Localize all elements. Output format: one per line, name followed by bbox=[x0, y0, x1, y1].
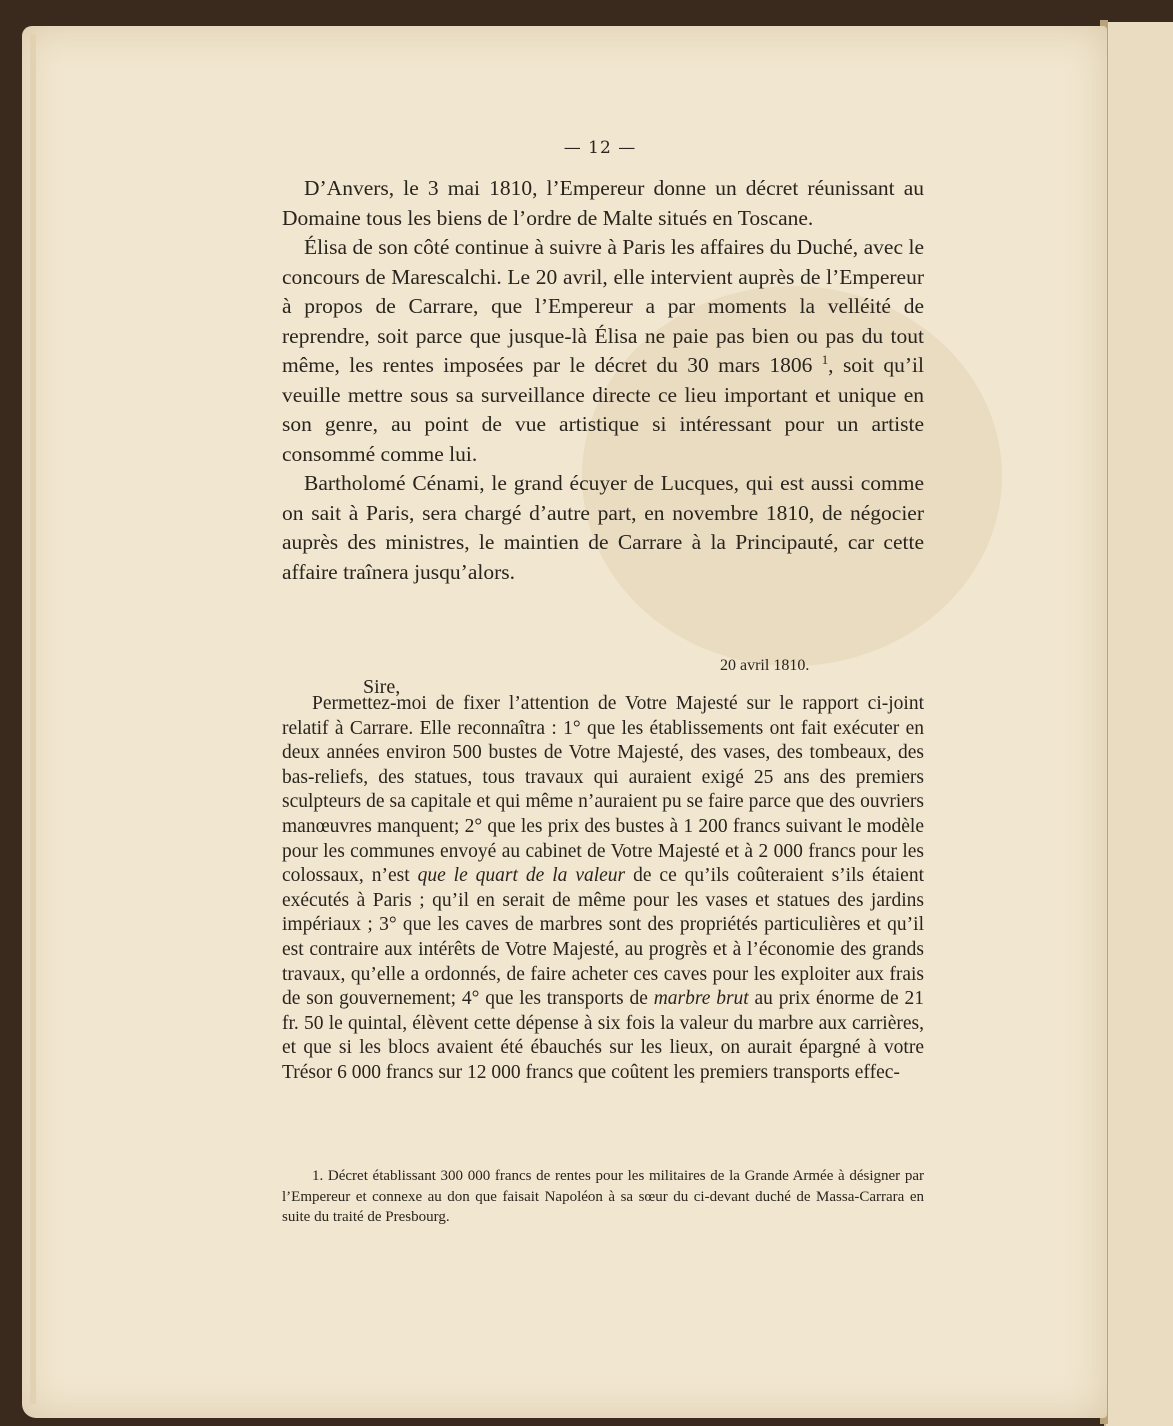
letter-salutation: Sire, bbox=[363, 676, 401, 698]
page-number: — 12 — bbox=[563, 138, 637, 158]
letter-text-3: au prix énorme de 21 fr. 50 le quintal, élèvent cette dépense à six fois la valeur du marbre aux carrières, et que si les blocs avaient été ébauchés sur les lieux, on aurait épargné à votre Trésor 6 000 francs sur 12 000 francs que coûtent les premiers transports effec- bbox=[282, 988, 924, 1083]
main-text bbox=[282, 174, 924, 587]
letter-text-2: de ce qu’ils coûteraient s’ils étaient exécutés à Paris ; qu’il en serait de même pour les vases et statues des jardins impériaux ; 3° que les caves de marbres sont des propriétés particulières et qu’il est contraire aux intérêts de Votre Majesté, au progrès et à l’économie des grands travaux, qu’elle a ordonnés, de faire acheter ces caves pour les exploiter aux frais de son gouvernement; 4° que les transports de bbox=[282, 865, 924, 1010]
letter-paragraph bbox=[282, 692, 924, 1086]
letter-emphasis-2: marbre brut bbox=[653, 988, 749, 1010]
paragraph-2-text-a: Élisa de son côté continue à suivre à Paris les affaires du Duché, avec le concours de Marescalchi. Le 20 avril, elle intervient auprès de l’Empereur à propos de Carrare, que l’Empereur a par moments la velléité de reprendre, soit parce que jusque-là Élisa ne paie pas bien ou pas du tout même, les rentes imposées par le décret du 30 mars 1806 bbox=[282, 235, 924, 377]
paragraph-1: D’Anvers, le 3 mai 1810, l’Empereur donne un décret réunissant au Domaine tous les biens de l’ordre de Malte situés en Toscane. bbox=[282, 176, 924, 230]
letter-body bbox=[282, 692, 924, 1086]
footnote: 1. Décret établissant 300 000 francs de rentes pour les militaires de la Grande Armée à désigner par l’Empereur et connexe au don que faisait Napoléon à sa sœur du ci-devant duché de Massa-Carrara en suite du traité de Presbourg. bbox=[282, 1168, 924, 1225]
paragraph-3: Bartholomé Cénami, le grand écuyer de Lucques, qui est aussi comme on sait à Paris, sera chargé d’autre part, en novembre 1810, de négocier auprès des ministres, le maintien de Carrare à la Principauté, car cette affaire traînera jusqu’alors. bbox=[282, 471, 924, 584]
letter-date: 20 avril 1810. bbox=[720, 657, 810, 674]
paragraph-2-text-b: , soit qu’il veuille mettre sous sa surveillance directe ce lieu important et unique en son genre, au point de vue artistique si intéressant pour un artiste consommé comme lui. bbox=[282, 353, 924, 466]
letter-text-1: Permettez-moi de fixer l’attention de Votre Majesté sur le rapport ci-joint relatif à Carrare. Elle reconnaîtra : 1° que les établissements ont fait exécuter en deux années environ 500 bustes de Votre Majesté, des vases, des tombeaux, des bas-reliefs, des statues, tous travaux qui auraient exigé 25 ans des premiers sculpteurs de sa capitale et qui même n’auraient pu se faire parce que des ouvriers manœuvres manquent; 2° que les prix des bustes à 1 200 francs suivant le modèle pour les communes envoyé au cabinet de Votre Majesté et à 2 000 francs pour les colossaux, n’est bbox=[282, 693, 924, 887]
page-stack-edge bbox=[30, 34, 36, 1404]
footnote-reference: 1 bbox=[821, 352, 829, 367]
paragraph-2 bbox=[282, 233, 924, 469]
adjacent-page-edge bbox=[1104, 22, 1173, 1426]
letter-emphasis-1: que le quart de la valeur bbox=[417, 865, 626, 887]
